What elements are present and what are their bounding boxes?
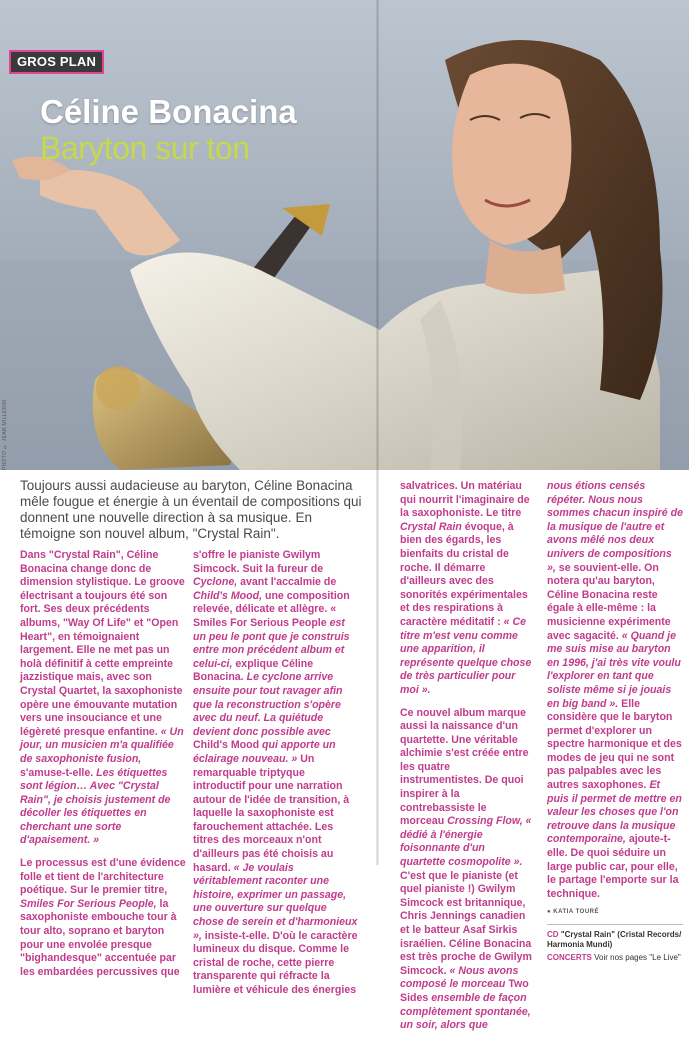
cover-photo [0, 0, 689, 470]
section-tag: GROS PLAN [9, 50, 104, 74]
article-lead: Toujours aussi audacieuse au baryton, Céline Bonacina mêle fougue et énergie à un éventail de compositions qui donnent une nouvelle direction à sa musique. En témoigne son nouvel album, "Crystal Rain". [20, 478, 362, 541]
paragraph: s'offre le pianiste Gwilym Simcock. Suit la fureur de Cyclone, avant l'accalmie de Child's Mood, une composition relevée, délicate et allègre. « Smiles For Serious People est un peu le pont que je construis entre mon précédent album et celui-ci, explique Céline Bonacina. Le cyclone arrive ensuite pour tout ravager afin que la reconstruction s'opère avec du neuf. La quiétude devient donc possible avec Child's Mood qui apporte un éclairage nouveau. » Un remarquable triptyque introductif pour une narration autour de l'idée de transition, à laquelle la saxophoniste est farouchement attachée. Les titres des morceaux n'ont d'ailleurs pas été choisis au hasard. « Je voulais véritablement raconter une histoire, exprimer un passage, une ouverture sur quelque chose de serein et d'harmonieux », insiste-t-elle. D'où le caractère lumineux du disque. Comme le cristal de roche, cette pierre transparente qui réfracte la lumière et véhicule des énergies [193, 549, 358, 996]
page-gutter [376, 0, 379, 865]
paragraph: Le processus est d'une évidence folle et tient de l'architecture poétique. Sur le premier titre, Smiles For Serious People, la saxophoniste embouche tour à tour alto, soprano et baryton pour une envolée presque "bighandesque" accentuée par les embardées percussives que [20, 857, 186, 978]
author-credit: ● KATIA TOURÉ [547, 909, 600, 916]
article-subtitle: Baryton sur ton [40, 130, 250, 166]
photo-credit: PHOTO © JEAN MILLERIN [2, 400, 8, 470]
text-column-2 [193, 549, 358, 1007]
paragraph: nous étions censés répéter. Nous nous sommes chacun inspiré de la musique de l'autre et avons mêlé nos deux univers de compositions », se souvient-elle. On notera qu'au baryton, Céline Bonacina reste égale à elle-même : la musicienne expérimente avec sagacité. « Quand je me suis mise au baryton en 1996, j'ai très vite voulu l'explorer en tant que soliste même si je jouais en big band ». Elle considère que le baryton permet d'explorer un spectre harmonique et des modes de jeu qui ne sont pas palpables avec les autres saxophones. Et puis il permet de mettre en valeur les choses que l'on retrouve dans la musique contemporaine, ajoute-t-elle. De quoi séduire un large public car, pour elle, le partage l'emporte sur la technique. [547, 480, 684, 900]
concerts-info: CONCERTS Voir nos pages "Le Live" [547, 953, 681, 962]
text-column-3 [400, 480, 532, 1042]
divider [547, 924, 683, 925]
article-title: Céline Bonacina [40, 93, 297, 130]
paragraph: Ce nouvel album marque aussi la naissance d'un quartette. Une véritable alchimie s'est créée entre les quatre instrumentistes. De quoi inspirer à la contrebassiste le morceau Crossing Flow, « dédié à l'énergie foisonnante d'un quartette cosmopolite ». C'est que le pianiste (et quel pianiste !) Gwilym Simcock est britannique, Chris Jennings canadien et le batteur Asaf Sirkis israélien. Céline Bonacina est très proche de Gwilym Simcock. « Nous avons composé le morceau Two Sides ensemble de façon complètement spontanée, un soir, alors que [400, 706, 532, 1032]
text-column-4 [547, 480, 683, 963]
paragraph: salvatrices. Un matériau qui nourrit l'imaginaire de la saxophoniste. Le titre Crystal Rain évoque, à bien des égards, les bienfaits du cristal de roche. Il démarre d'ailleurs avec des sonorités expérimentales et des respirations à caractère méditatif : « Ce titre m'est venu comme une apparition, il représente quelque chose de très particulier pour moi ». [400, 480, 532, 696]
cd-info: CD "Crystal Rain" (Cristal Records/ Harmonia Mundi) [547, 930, 682, 949]
paragraph: Dans "Crystal Rain", Céline Bonacina change donc de dimension stylistique. Le groove électrisant a toujours été son fort. Ses deux précédents albums, "Way Of Life" et "Open Heart", en témoignaient largement. Elle ne met pas un holà définitif à cette empreinte jazzistique mais, avec son Crystal Quartet, la saxophoniste opère une émouvante mutation vers une insouciance et une légèreté presque enfantine. « Un jour, un musicien m'a qualifiée de saxophoniste fusion, s'amuse-t-elle. Les étiquettes sont légion… Avec "Crystal Rain", je choisis justement de décoller les étiquettes en cherchant une sorte d'apaisement. » [20, 549, 185, 847]
text-column-1 [20, 549, 186, 988]
